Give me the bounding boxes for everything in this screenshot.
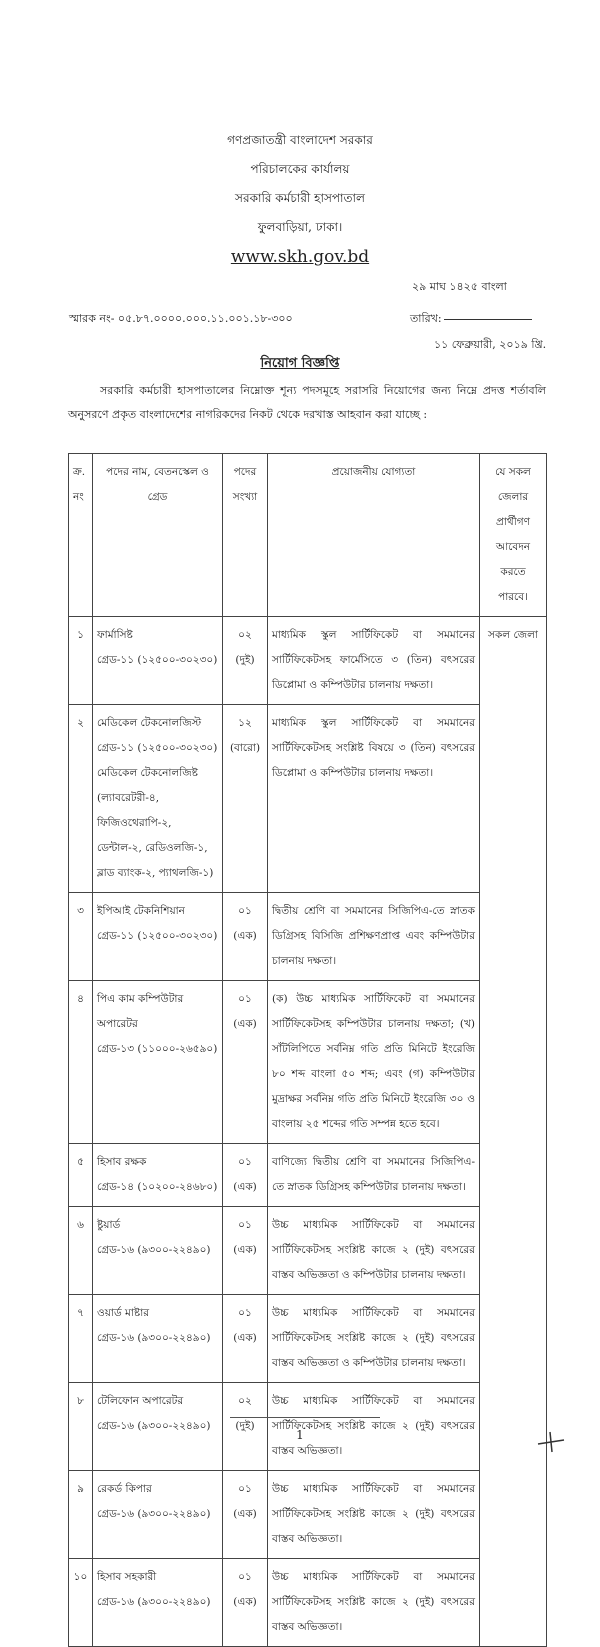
- govt-name: গণপ্রজাতন্ত্রী বাংলাদেশ সরকার: [227, 133, 373, 147]
- post-grade: গ্রেড-১৩ (১১০০০-২৬৫৯০): [97, 1043, 218, 1055]
- post-grade: গ্রেড-১১ (১২৫০০-৩০২৩০): [97, 930, 218, 942]
- post-grade: গ্রেড-১৬ (৯৩০০-২২৪৯০): [97, 1596, 211, 1608]
- post-extra: মেডিকেল টেকনোলজিষ্ট (ল্যাবরেটরী-৪, ফিজিওথেরাপি-২, ডেন্টাল-২, রেডিওলজি-১, ব্লাড ব্যাংক-২, প্যাথলজি-১): [97, 767, 214, 879]
- table-header-row: [69, 454, 547, 617]
- row-post-cell: [93, 1559, 223, 1647]
- row-post-cell: [93, 1295, 223, 1383]
- row-qualification: মাধ্যমিক স্কুল সার্টিফিকেট বা সমমানের সার্টিফিকেটসহ সংশ্লিষ্ট বিষয়ে ৩ (তিন) বৎসরের ডিপ্লোমা ও কম্পিউটার চালনায় দক্ষতা।: [268, 705, 480, 893]
- row-sl: ১: [69, 617, 93, 705]
- post-grade: গ্রেড-১৬ (৯৩০০-২২৪৯০): [97, 1420, 211, 1432]
- post-name: হিসাব রক্ষক: [97, 1156, 147, 1168]
- address: ফুলবাড়িয়া, ঢাকা।: [257, 220, 343, 234]
- post-name: রেকর্ড কিপার: [97, 1483, 152, 1495]
- footer-divider: [230, 1417, 380, 1418]
- row-qualification: উচ্চ মাধ্যমিক সার্টিফিকেট বা সমমানের সার্টিফিকেটসহ সংশ্লিষ্ট কাজে ২ (দুই) বৎসরের বাস্তব অভিজ্ঞতা।: [268, 1471, 480, 1559]
- row-count: ০২ (দুই): [223, 617, 268, 705]
- row-sl: ৪: [69, 981, 93, 1144]
- table-row: [69, 1295, 547, 1383]
- row-qualification: উচ্চ মাধ্যমিক সার্টিফিকেট বা সমমানের সার্টিফিকেটসহ সংশ্লিষ্ট কাজে ২ (দুই) বৎসরের বাস্তব অভিজ্ঞতা।: [268, 1383, 480, 1471]
- col-count: পদের সংখ্যা: [223, 454, 268, 617]
- post-name: পিএ কাম কম্পিউটার অপারেটর: [97, 993, 184, 1030]
- row-qualification: বাণিজ্যে দ্বিতীয় শ্রেণি বা সমমানের সিজিপিএ- তে স্নাতক ডিগ্রিসহ কম্পিউটার চালনায় দক্ষতা।: [268, 1144, 480, 1207]
- post-grade: গ্রেড-১৬ (৯৩০০-২২৪৯০): [97, 1244, 211, 1256]
- table-row: [69, 1559, 547, 1647]
- page-title: নিয়োগ বিজ্ঞপ্তি: [260, 356, 340, 371]
- table-row: [69, 617, 547, 705]
- row-count: ০১ (এক): [223, 893, 268, 981]
- memo-ref: স্মারক নং- ০৫.৮৭.০০০০.০০০.১১.০০১.১৮-৩০০: [69, 312, 293, 325]
- signature-mark: [536, 1430, 566, 1454]
- post-name: ইপিআই টেকনিশিয়ান: [97, 905, 185, 917]
- row-qualification: দ্বিতীয় শ্রেণি বা সমমানের সিজিপিএ-তে স্নাতক ডিগ্রিসহ বিসিজি প্রশিক্ষণপ্রাপ্ত এবং কম্পিউটার চালনায় দক্ষতা।: [268, 893, 480, 981]
- post-name: হিসাব সহকারী: [97, 1571, 157, 1583]
- table-row: [69, 705, 547, 893]
- col-sl: ক্র. নং: [69, 454, 93, 617]
- bangla-date: ২৯ মাঘ ১৪২৫ বাংলা: [412, 280, 507, 293]
- table-row: [69, 1144, 547, 1207]
- table-row: [69, 1383, 547, 1471]
- row-post-cell: [93, 705, 223, 893]
- table-row: [69, 1471, 547, 1559]
- post-name: ফার্মাসিষ্ট: [97, 629, 133, 641]
- row-qualification: উচ্চ মাধ্যমিক সার্টিফিকেট বা সমমানের সার্টিফিকেটসহ সংশ্লিষ্ট কাজে ২ (দুই) বৎসরের বাস্তব অভিজ্ঞতা ও কম্পিউটার চালনায় দক্ষতা।: [268, 1295, 480, 1383]
- post-name: মেডিকেল টেকনোলজিস্ট: [97, 717, 202, 729]
- row-post-cell: [93, 893, 223, 981]
- date-label-text: তারিখ:: [410, 312, 442, 325]
- post-grade: গ্রেড-১১ (১২৫০০-৩০২৩০): [97, 742, 218, 754]
- date-divider: [444, 319, 532, 320]
- office-name: পরিচালকের কার্যালয়: [250, 162, 350, 176]
- date-label: [410, 310, 532, 329]
- row-sl: ৫: [69, 1144, 93, 1207]
- post-name: ওয়ার্ড মাষ্টার: [97, 1307, 150, 1319]
- table-row: [69, 893, 547, 981]
- table-row: [69, 1207, 547, 1295]
- post-name: টেলিফোন অপারেটর: [97, 1395, 184, 1407]
- row-qualification: উচ্চ মাধ্যমিক সার্টিফিকেট বা সমমানের সার্টিফিকেটসহ সংশ্লিষ্ট কাজে ২ (দুই) বৎসরের বাস্তব অভিজ্ঞতা ও কম্পিউটার চালনায় দক্ষতা।: [268, 1207, 480, 1295]
- website-link[interactable]: www.skh.gov.bd: [230, 247, 370, 267]
- row-post-cell: [93, 981, 223, 1144]
- intro-paragraph: সরকারি কর্মচারী হাসপাতালের নিম্নোক্ত শূন্য পদসমূহে সরাসরি নিয়োগের জন্য নিম্নে প্রদত্ত শর্তাবলি অনুসরণে প্রকৃত বাংলাদেশের নাগরিকদের নিকট থেকে দরখাস্ত আহবান করা যাচ্ছে :: [68, 384, 546, 421]
- row-post-cell: [93, 617, 223, 705]
- row-count: ০১ (এক): [223, 1559, 268, 1647]
- row-count: ১২ (বারো): [223, 705, 268, 893]
- row-count: ০১ (এক): [223, 1144, 268, 1207]
- post-grade: গ্রেড-১৪ (১০২০০-২৪৬৮০): [97, 1181, 218, 1193]
- table-row: [69, 981, 547, 1144]
- row-qualification: উচ্চ মাধ্যমিক সার্টিফিকেট বা সমমানের সার্টিফিকেটসহ সংশ্লিষ্ট কাজে ২ (দুই) বৎসরের বাস্তব অভিজ্ঞতা।: [268, 1559, 480, 1647]
- row-count: ০২ (দুই): [223, 1383, 268, 1471]
- row-sl: ৯: [69, 1471, 93, 1559]
- row-sl: ৭: [69, 1295, 93, 1383]
- hospital-name: সরকারি কর্মচারী হাসপাতাল: [235, 191, 365, 205]
- post-grade: গ্রেড-১৬ (৯৩০০-২২৪৯০): [97, 1508, 211, 1520]
- row-sl: ১০: [69, 1559, 93, 1647]
- row-qualification: মাধ্যমিক স্কুল সার্টিফিকেট বা সমমানের সার্টিফিকেটসহ ফার্মেসিতে ৩ (তিন) বৎসরের ডিপ্লোমা ও কম্পিউটার চালনায় দক্ষতা।: [268, 617, 480, 705]
- row-post-cell: [93, 1471, 223, 1559]
- row-sl: ৮: [69, 1383, 93, 1471]
- row-count: ০১ (এক): [223, 1207, 268, 1295]
- row-district: সকল জেলা: [480, 617, 547, 1647]
- row-qualification: (ক) উচ্চ মাধ্যমিক সার্টিফিকেট বা সমমানের সার্টিফিকেটসহ কম্পিউটার চালনায় দক্ষতা; (খ) সাঁটলিপিতে সর্বনিম্ন গতি প্রতি মিনিটে ইংরেজি ৮০ শব্দ বাংলা ৫০ শব্দ; এবং (গ) কম্পিউটার মুদ্রাক্ষর সর্বনিম্ন গতি প্রতি মিনিটে ইংরেজি ৩০ ও বাংলায় ২৫ শব্দের গতি সম্পন্ন হতে হবে।: [268, 981, 480, 1144]
- row-sl: ৩: [69, 893, 93, 981]
- page-number: 1: [296, 1428, 304, 1442]
- row-post-cell: [93, 1207, 223, 1295]
- row-count: ০১ (এক): [223, 1295, 268, 1383]
- post-grade: গ্রেড-১৬ (৯৩০০-২২৪৯০): [97, 1332, 211, 1344]
- row-count: ০১ (এক): [223, 1471, 268, 1559]
- row-post-cell: [93, 1144, 223, 1207]
- post-name: ষ্টুয়ার্ড: [97, 1219, 121, 1231]
- english-date: ১১ ফেব্রুয়ারী, ২০১৯ খ্রি.: [434, 338, 547, 351]
- row-sl: ২: [69, 705, 93, 893]
- col-post: পদের নাম, বেতনস্কেল ও গ্রেড: [93, 454, 223, 617]
- row-sl: ৬: [69, 1207, 93, 1295]
- row-count: ০১ (এক): [223, 981, 268, 1144]
- col-qualification: প্রয়োজনীয় যোগ্যতা: [268, 454, 480, 617]
- row-post-cell: [93, 1383, 223, 1471]
- vacancy-table: [68, 453, 547, 1647]
- col-district: যে সকল জেলার প্রার্থীগণ আবেদন করতে পারবে।: [480, 454, 547, 617]
- post-grade: গ্রেড-১১ (১২৫০০-৩০২৩০): [97, 654, 218, 666]
